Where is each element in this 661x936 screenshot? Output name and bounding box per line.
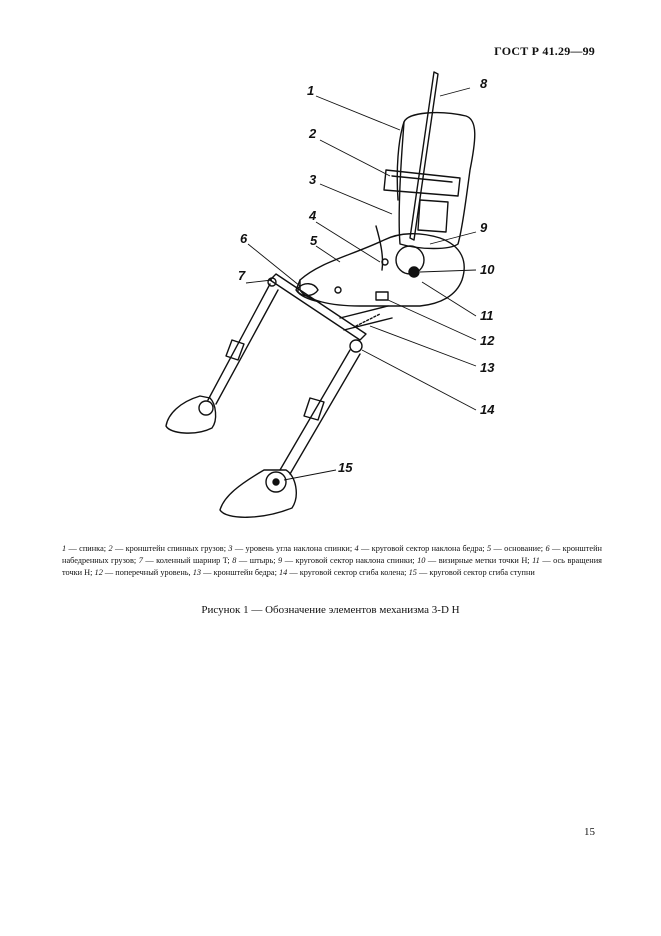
label-9: 9: [480, 220, 488, 235]
label-6: 6: [240, 231, 248, 246]
label-15: 15: [338, 460, 353, 475]
legend-item: 2 — кронштейн спинных грузов;: [108, 544, 229, 553]
legend-item: 13 — кронштейн бедра;: [192, 568, 279, 577]
thigh-bracket: [270, 274, 366, 340]
legend-item: 3 — уровень угла наклона спинки;: [228, 544, 355, 553]
label-13: 13: [480, 360, 495, 375]
legend-item: 11 — ось вращения точки H;: [62, 556, 602, 577]
document-code-header: ГОСТ Р 41.29—99: [494, 44, 595, 58]
label-2: 2: [309, 126, 317, 141]
legend-item: 9 — круговой сектор наклона спинки;: [278, 556, 418, 565]
legend-item: 12 — поперечный уровень,: [94, 568, 193, 577]
label-12: 12: [480, 333, 495, 348]
legend-item: 4 — круговой сектор наклона бедра;: [354, 544, 487, 553]
label-4: 4: [309, 208, 317, 223]
label-1: 1: [307, 83, 315, 98]
figure-title: Рисунок 1 — Обозначение элементов механизма 3-D H: [201, 604, 460, 616]
legend-item: 6 — кронштейн набедренных грузов;: [62, 544, 602, 565]
legend-item: 15 — круговой сектор сгиба ступни: [408, 568, 535, 577]
label-14: 14: [480, 402, 495, 417]
legend-item: 7 — коленный шарнир T;: [138, 556, 233, 565]
legend-item: 14 — круговой сектор сгиба колена;: [278, 568, 409, 577]
label-11: 11: [480, 308, 494, 323]
label-10: 10: [480, 262, 495, 277]
label-3: 3: [309, 172, 317, 187]
legend-item: 5 — основание;: [486, 544, 546, 553]
label-8: 8: [480, 76, 488, 91]
legend-item: 10 — визирные метки точки H;: [417, 556, 533, 565]
legend-item: 8 — штырь;: [232, 556, 279, 565]
figure-legend: [62, 543, 602, 579]
probe-rod: [410, 72, 438, 240]
legend-item: 1 — спинка;: [62, 544, 109, 553]
label-5: 5: [310, 233, 318, 248]
label-7: 7: [238, 268, 246, 283]
page-number: 15: [584, 826, 595, 838]
